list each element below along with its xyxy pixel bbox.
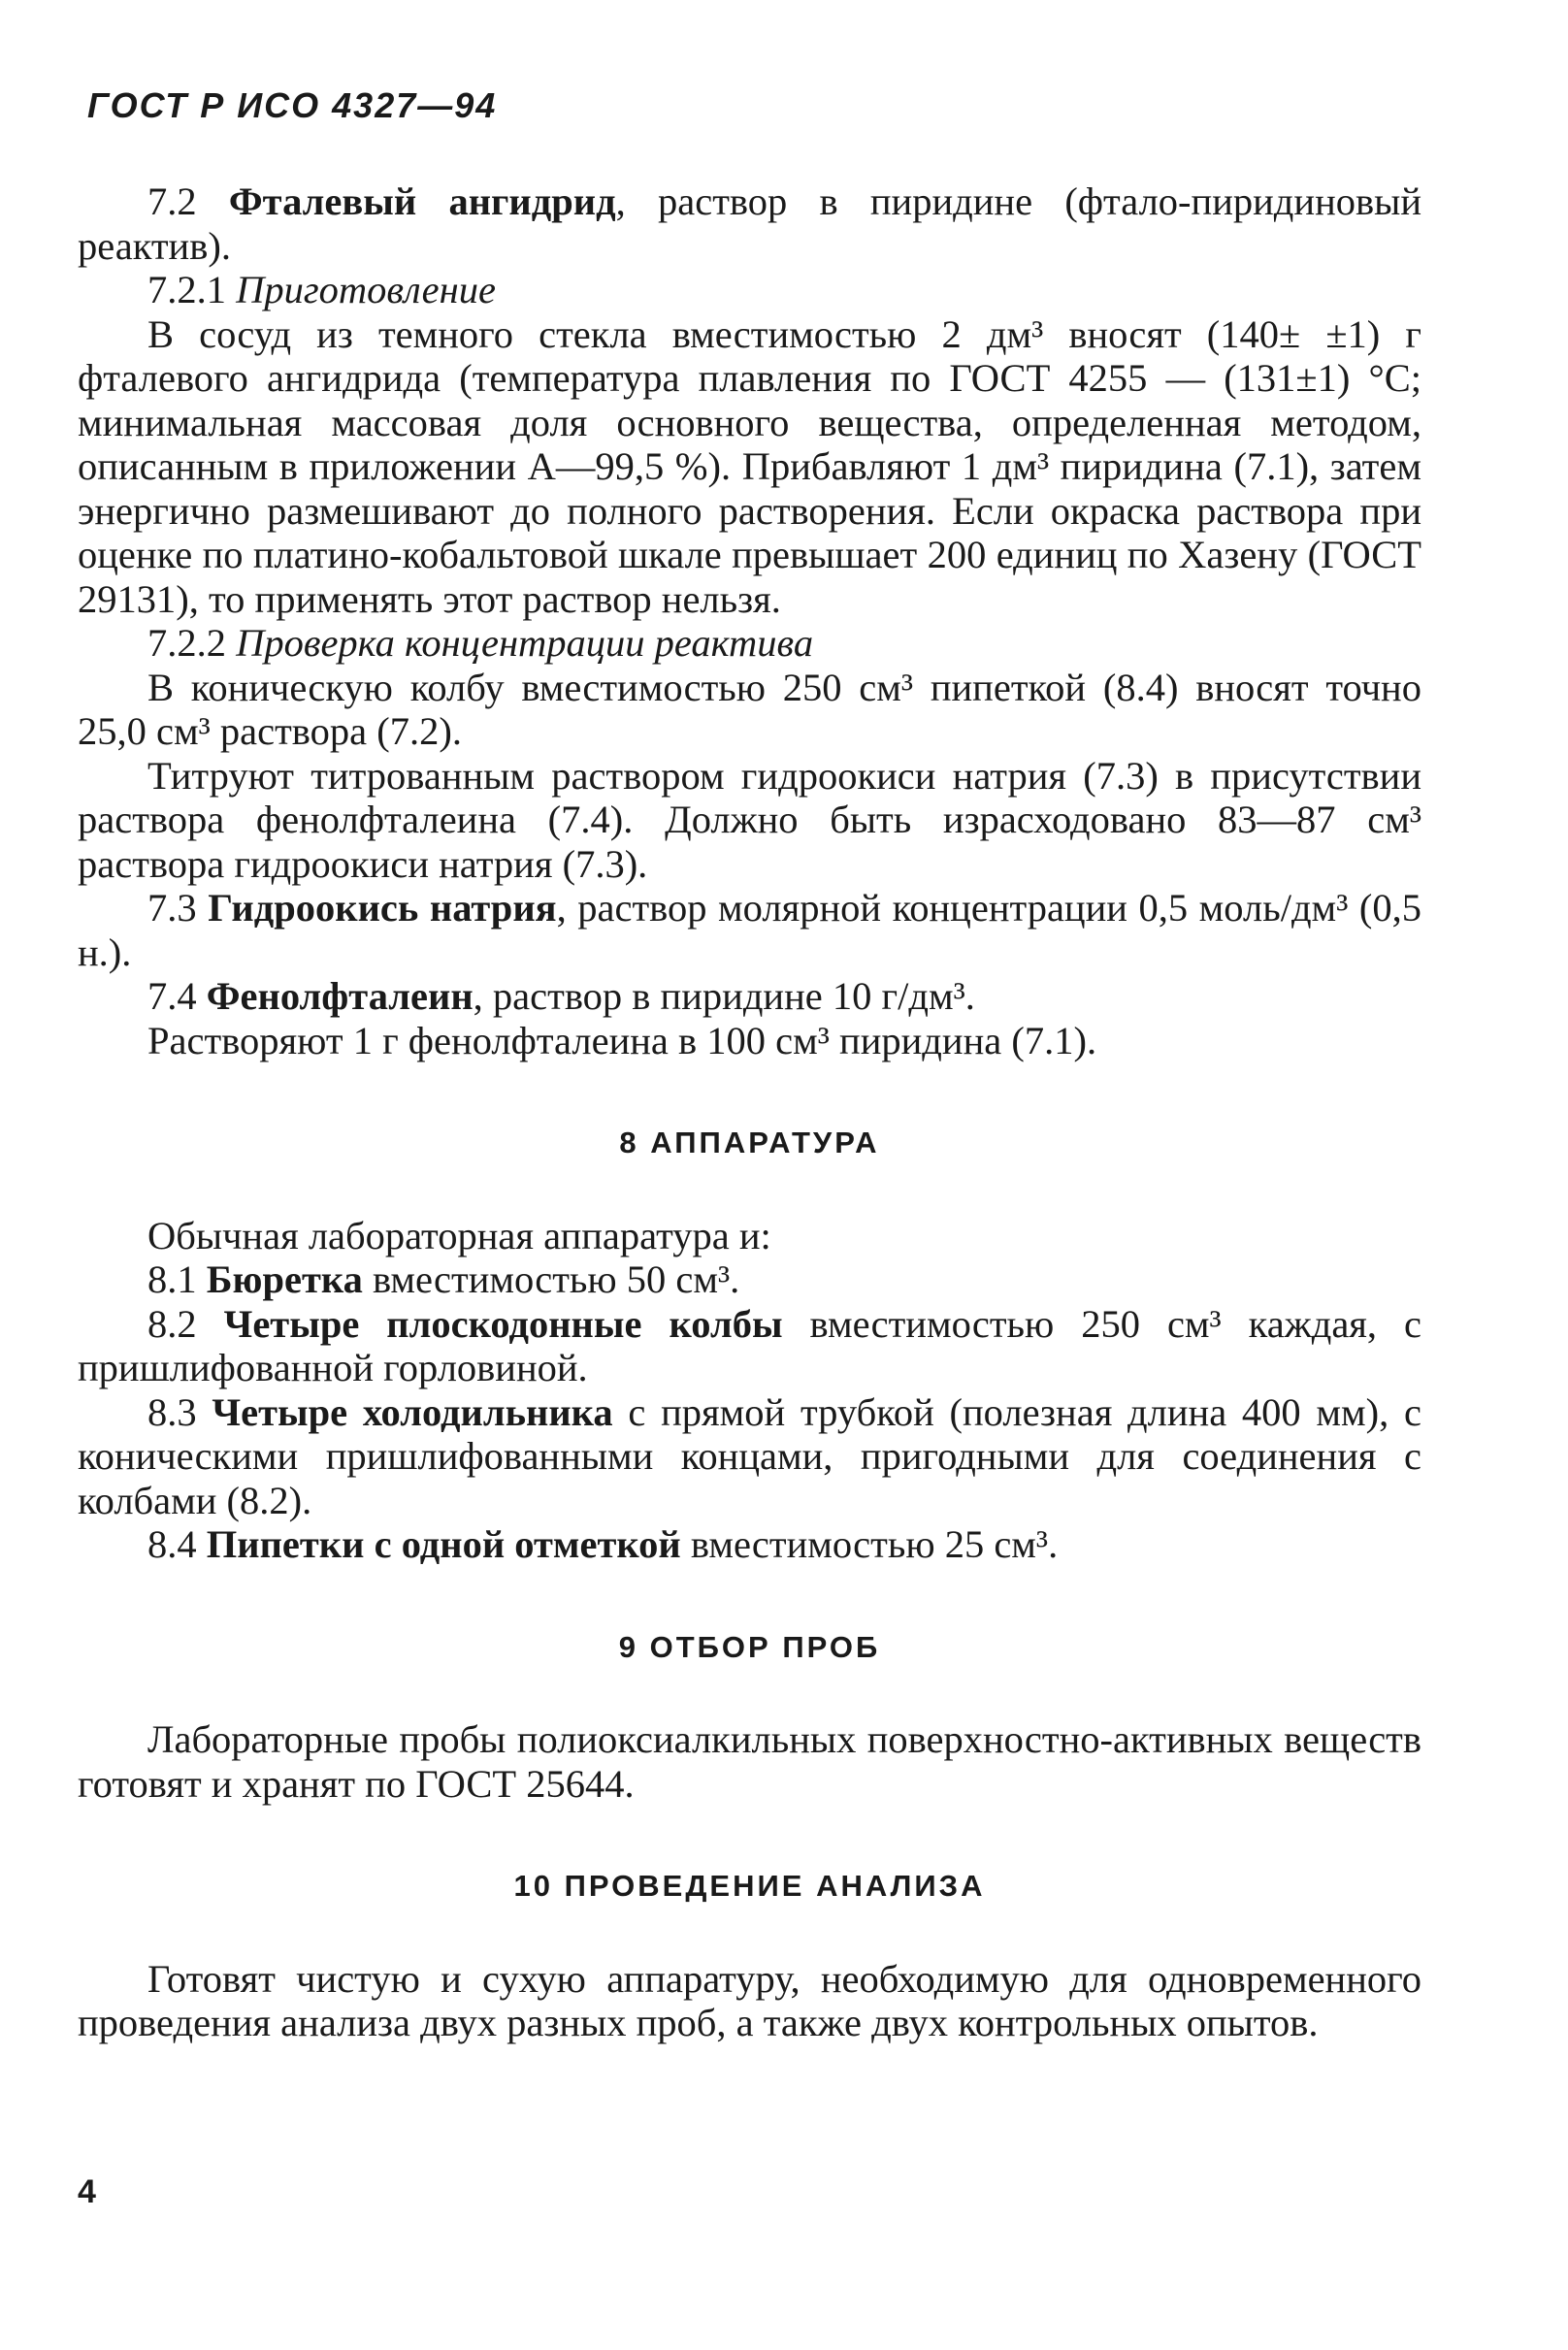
document-body [78, 180, 1421, 2045]
subclause-title: Проверка концентрации реактива [236, 621, 814, 665]
clause-7-4 [78, 974, 1421, 1019]
clause-term: Пипетки с одной отметкой [206, 1522, 681, 1566]
clause-7-3 [78, 886, 1421, 974]
section-10-text: Готовят чистую и сухую аппаратуру, необходимую для одновременного проведения анализа двух разных проб, а также двух контрольных опытов. [78, 1956, 1421, 2044]
running-header: ГОСТ Р ИСО 4327—94 [87, 85, 498, 125]
clause-7-2-2-text-b: Титруют титрованным раствором гидроокиси натрия (7.3) в присутствии раствора фенолфталеина (7.4). Должно быть израсходовано 83—87 см³ раствора гидроокиси натрия (7.3). [78, 753, 1421, 886]
clause-term: Четыре холодильника [212, 1389, 613, 1434]
clause-number: 8.2 [147, 1301, 197, 1346]
clause-text: вместимостью 25 см³. [680, 1522, 1059, 1566]
clause-7-2-2-heading [78, 621, 1421, 666]
section-9-text: Лабораторные пробы полиоксиалкильных поверхностно-активных веществ готовят и хранят по ГОСТ 25644. [78, 1717, 1421, 1806]
clause-number: 8.3 [147, 1389, 197, 1434]
clause-8-1 [78, 1257, 1421, 1302]
section-8-intro: Обычная лабораторная аппаратура и: [147, 1213, 771, 1257]
clause-text: , раствор в пиридине (фтало-пиридиновый реактив). [78, 180, 1422, 268]
clause-number: 8.4 [147, 1522, 197, 1566]
section-heading-10: 10 ПРОВЕДЕНИЕ АНАЛИЗА [513, 1869, 986, 1903]
clause-7-2 [78, 180, 1421, 268]
clause-7-2-2-text-a: В коническую колбу вместимостью 250 см³ пипеткой (8.4) вносят точно 25,0 см³ раствора (7.2). [78, 665, 1421, 753]
clause-term: Гидроокись натрия [208, 886, 557, 930]
section-heading-9: 9 ОТБОР ПРОБ [618, 1629, 881, 1664]
clause-number: 7.2.2 [147, 621, 226, 665]
clause-term: Бюретка [206, 1257, 363, 1301]
clause-term: Фенолфталеин [206, 974, 474, 1018]
clause-text: с прямой трубкой (полезная длина 400 мм), с коническими пришлифованными концами, пригодными для соединения с колбами (8.2). [78, 1389, 1422, 1522]
clause-number: 7.4 [147, 974, 197, 1018]
clause-7-2-1-text: В сосуд из темного стекла вместимостью 2 дм³ вносят (140± ±1) г фталевого ангидрида (температура плавления по ГОСТ 4255 — (131±1) °C; минимальная массовая доля основного вещества, определенная методом, описанным в приложении А—99,5 %). Прибавляют 1 дм³ пиридина (7.1), затем энергично размешивают до полного растворения. Если окраска раствора при оценке по платино-кобальтовой шкале превышает 200 единиц по Хазену (ГОСТ 29131), то применять этот раствор нельзя. [78, 311, 1421, 621]
clause-7-2-1-heading [78, 268, 1421, 312]
clause-8-2 [78, 1302, 1421, 1390]
clause-term: Фталевый ангидрид [228, 180, 616, 223]
section-heading-8: 8 АППАРАТУРА [619, 1126, 880, 1159]
clause-7-4-text: Растворяют 1 г фенолфталеина в 100 см³ пиридина (7.1). [147, 1018, 1097, 1062]
clause-text: вместимостью 50 см³. [362, 1257, 740, 1301]
clause-number: 7.3 [147, 886, 197, 930]
clause-text: вместимостью 250 см³ каждая, с пришлифованной горловиной. [78, 1301, 1422, 1389]
subclause-title: Приготовление [236, 268, 496, 311]
clause-number: 7.2.1 [147, 268, 226, 311]
page-number: 4 [78, 2173, 96, 2210]
clause-8-3 [78, 1390, 1421, 1523]
clause-number: 8.1 [147, 1257, 197, 1301]
clause-text: , раствор в пиридине 10 г/дм³. [473, 974, 975, 1018]
clause-number: 7.2 [147, 180, 197, 223]
clause-8-4 [78, 1522, 1421, 1567]
clause-text: , раствор молярной концентрации 0,5 моль/дм³ (0,5 н.). [78, 886, 1421, 974]
clause-term: Четыре плоскодонные колбы [223, 1301, 783, 1346]
